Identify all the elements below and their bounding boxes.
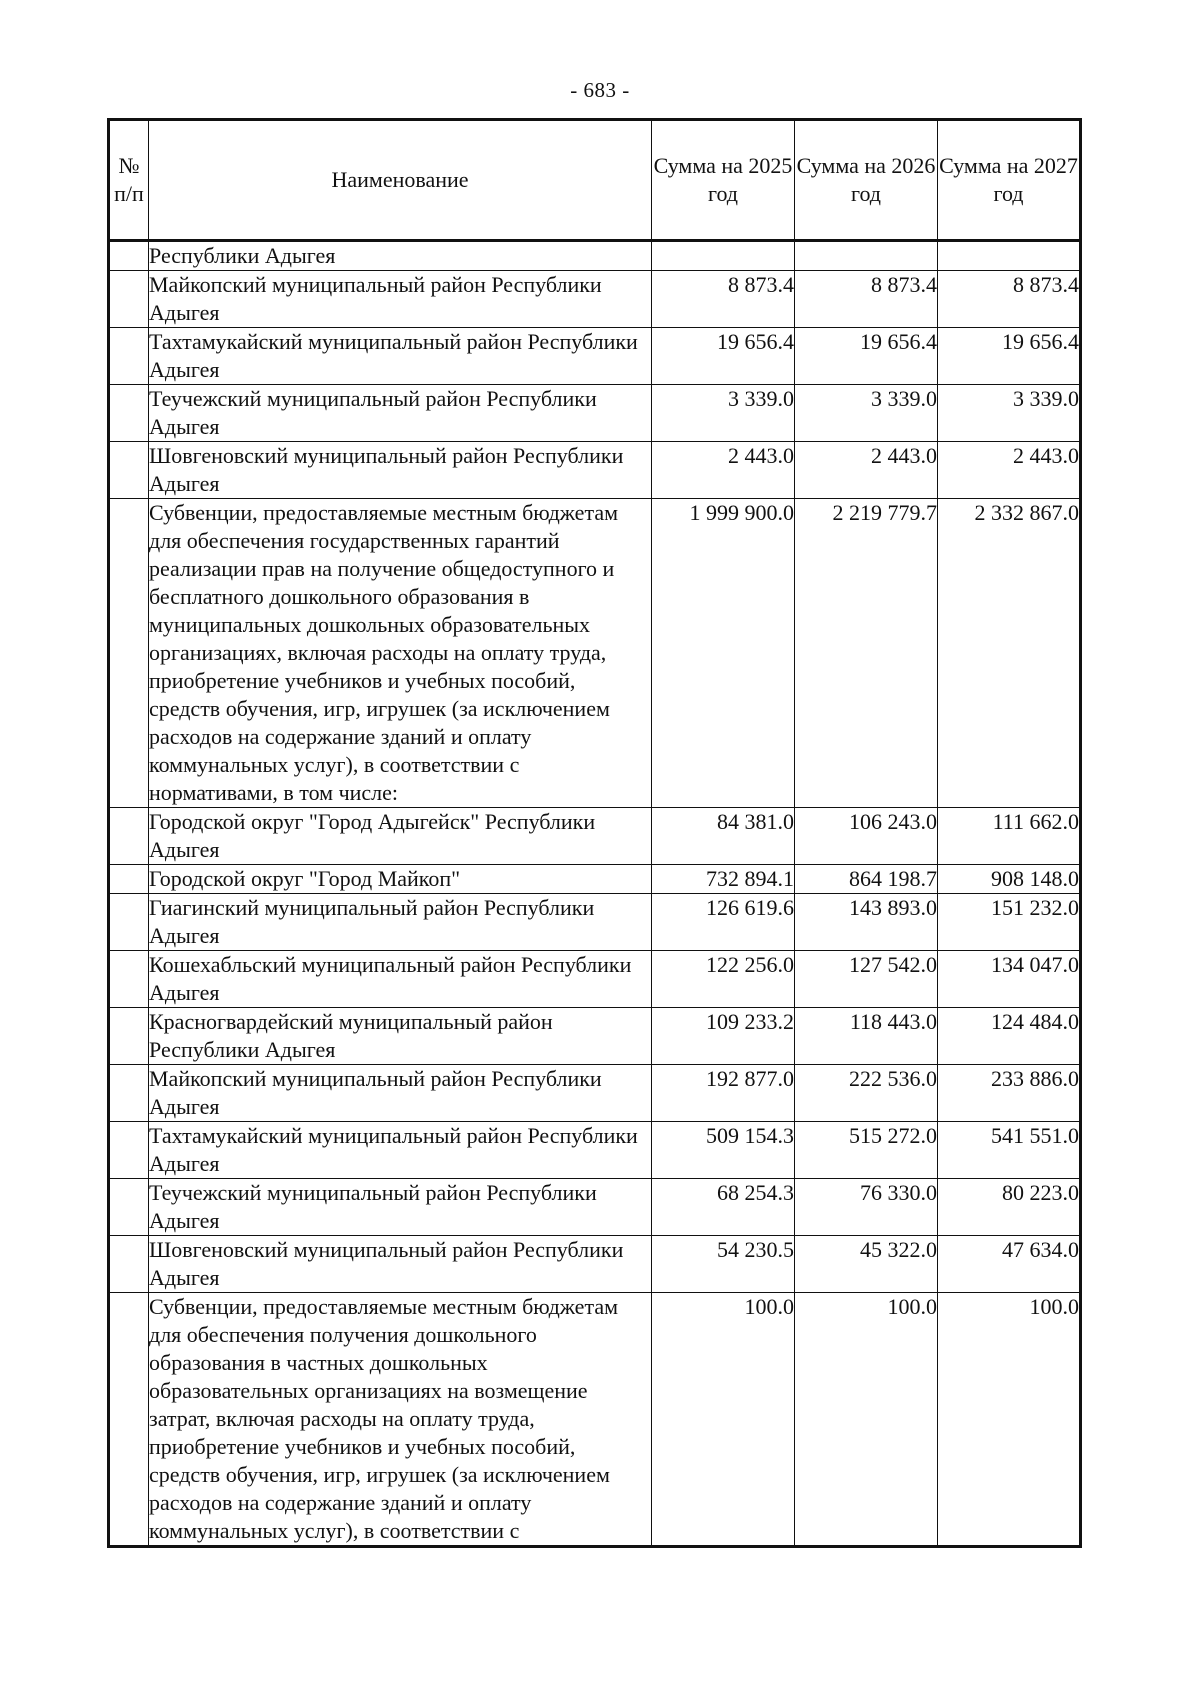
row-amount-2027: 908 148.0	[938, 865, 1081, 894]
row-number-cell	[109, 271, 149, 328]
row-amount-2027: 19 656.4	[938, 328, 1081, 385]
row-amount-2025: 122 256.0	[652, 951, 795, 1008]
row-number-cell	[109, 1293, 149, 1547]
row-amount-2025: 100.0	[652, 1293, 795, 1547]
row-name-cell: Майкопский муниципальный район Республики Адыгея	[149, 1065, 652, 1122]
row-name-cell: Тахтамукайский муниципальный район Республики Адыгея	[149, 328, 652, 385]
table-header-row	[109, 120, 1081, 241]
row-amount-2025: 109 233.2	[652, 1008, 795, 1065]
table-row	[109, 328, 1081, 385]
row-name-cell: Гиагинский муниципальный район Республики Адыгея	[149, 894, 652, 951]
row-number-cell	[109, 499, 149, 808]
row-amount-2025: 2 443.0	[652, 442, 795, 499]
table-row	[109, 442, 1081, 499]
header-number: № п/п	[109, 120, 149, 241]
row-amount-2025: 192 877.0	[652, 1065, 795, 1122]
row-amount-2026: 2 443.0	[795, 442, 938, 499]
row-amount-2025	[652, 241, 795, 271]
row-amount-2027: 111 662.0	[938, 808, 1081, 865]
row-amount-2026: 127 542.0	[795, 951, 938, 1008]
row-amount-2027: 2 332 867.0	[938, 499, 1081, 808]
row-amount-2027: 100.0	[938, 1293, 1081, 1547]
row-name-cell: Республики Адыгея	[149, 241, 652, 271]
table-row	[109, 1122, 1081, 1179]
row-amount-2027: 2 443.0	[938, 442, 1081, 499]
table-row	[109, 894, 1081, 951]
row-number-cell	[109, 442, 149, 499]
row-name-cell: Кошехабльский муниципальный район Республики Адыгея	[149, 951, 652, 1008]
row-number-cell	[109, 951, 149, 1008]
row-amount-2027: 233 886.0	[938, 1065, 1081, 1122]
table-row	[109, 241, 1081, 271]
table-body	[109, 241, 1081, 1547]
row-name-cell: Субвенции, предоставляемые местным бюджетам для обеспечения получения дошкольного образования в частных дошкольных образовательных организациях на возмещение затрат, включая расходы на оплату труда, приобретение учебников и учебных пособий, средств обучения, игр, игрушек (за исключением расходов на содержание зданий и оплату коммунальных услуг), в соответствии с	[149, 1293, 652, 1547]
row-amount-2025: 84 381.0	[652, 808, 795, 865]
row-number-cell	[109, 1008, 149, 1065]
row-number-cell	[109, 1236, 149, 1293]
row-number-cell	[109, 328, 149, 385]
row-amount-2025: 126 619.6	[652, 894, 795, 951]
page-number: - 683 -	[570, 78, 630, 102]
row-amount-2025: 54 230.5	[652, 1236, 795, 1293]
header-sum-2025: Сумма на 2025 год	[652, 120, 795, 241]
row-name-cell: Красногвардейский муниципальный район Республики Адыгея	[149, 1008, 652, 1065]
row-amount-2027	[938, 241, 1081, 271]
row-amount-2027: 47 634.0	[938, 1236, 1081, 1293]
row-amount-2026: 864 198.7	[795, 865, 938, 894]
row-number-cell	[109, 1179, 149, 1236]
row-name-cell: Майкопский муниципальный район Республики Адыгея	[149, 271, 652, 328]
row-amount-2025: 8 873.4	[652, 271, 795, 328]
row-number-cell	[109, 865, 149, 894]
row-name-cell: Шовгеновский муниципальный район Республики Адыгея	[149, 442, 652, 499]
row-amount-2027: 80 223.0	[938, 1179, 1081, 1236]
row-amount-2026: 515 272.0	[795, 1122, 938, 1179]
row-amount-2027: 8 873.4	[938, 271, 1081, 328]
row-amount-2026: 2 219 779.7	[795, 499, 938, 808]
row-amount-2027: 134 047.0	[938, 951, 1081, 1008]
row-number-cell	[109, 1122, 149, 1179]
table-row	[109, 808, 1081, 865]
row-amount-2026	[795, 241, 938, 271]
row-number-cell	[109, 385, 149, 442]
row-amount-2026: 19 656.4	[795, 328, 938, 385]
row-number-cell	[109, 808, 149, 865]
table-row	[109, 865, 1081, 894]
row-number-cell	[109, 241, 149, 271]
row-amount-2026: 143 893.0	[795, 894, 938, 951]
table-row	[109, 271, 1081, 328]
row-name-cell: Шовгеновский муниципальный район Республики Адыгея	[149, 1236, 652, 1293]
header-name: Наименование	[149, 120, 652, 241]
row-name-cell: Городской округ "Город Адыгейск" Республики Адыгея	[149, 808, 652, 865]
row-name-cell: Городской округ "Город Майкоп"	[149, 865, 652, 894]
header-sum-2026: Сумма на 2026 год	[795, 120, 938, 241]
row-amount-2027: 151 232.0	[938, 894, 1081, 951]
row-amount-2025: 509 154.3	[652, 1122, 795, 1179]
row-amount-2027: 3 339.0	[938, 385, 1081, 442]
table-row	[109, 385, 1081, 442]
row-amount-2026: 8 873.4	[795, 271, 938, 328]
row-amount-2025: 1 999 900.0	[652, 499, 795, 808]
row-name-cell: Тахтамукайский муниципальный район Республики Адыгея	[149, 1122, 652, 1179]
row-name-cell: Субвенции, предоставляемые местным бюджетам для обеспечения государственных гарантий реализации прав на получение общедоступного и бесплатного дошкольного образования в муниципальных дошкольных образовательных организациях, включая расходы на оплату труда, приобретение учебников и учебных пособий, средств обучения, игр, игрушек (за исключением расходов на содержание зданий и оплату коммунальных услуг), в соответствии с нормативами, в том числе:	[149, 499, 652, 808]
row-amount-2026: 106 243.0	[795, 808, 938, 865]
table-row	[109, 499, 1081, 808]
table-row	[109, 1065, 1081, 1122]
table-row	[109, 1236, 1081, 1293]
row-amount-2026: 45 322.0	[795, 1236, 938, 1293]
row-amount-2025: 68 254.3	[652, 1179, 795, 1236]
row-name-cell: Теучежский муниципальный район Республики Адыгея	[149, 385, 652, 442]
row-amount-2025: 732 894.1	[652, 865, 795, 894]
header-sum-2027: Сумма на 2027 год	[938, 120, 1081, 241]
table-row	[109, 951, 1081, 1008]
row-name-cell: Теучежский муниципальный район Республики Адыгея	[149, 1179, 652, 1236]
row-number-cell	[109, 1065, 149, 1122]
row-amount-2027: 124 484.0	[938, 1008, 1081, 1065]
row-amount-2025: 19 656.4	[652, 328, 795, 385]
row-amount-2026: 3 339.0	[795, 385, 938, 442]
row-amount-2026: 118 443.0	[795, 1008, 938, 1065]
row-amount-2027: 541 551.0	[938, 1122, 1081, 1179]
row-amount-2026: 76 330.0	[795, 1179, 938, 1236]
row-amount-2025: 3 339.0	[652, 385, 795, 442]
table-row	[109, 1008, 1081, 1065]
budget-table	[107, 118, 1082, 1548]
table-row	[109, 1293, 1081, 1547]
row-amount-2026: 222 536.0	[795, 1065, 938, 1122]
table-row	[109, 1179, 1081, 1236]
row-amount-2026: 100.0	[795, 1293, 938, 1547]
row-number-cell	[109, 894, 149, 951]
